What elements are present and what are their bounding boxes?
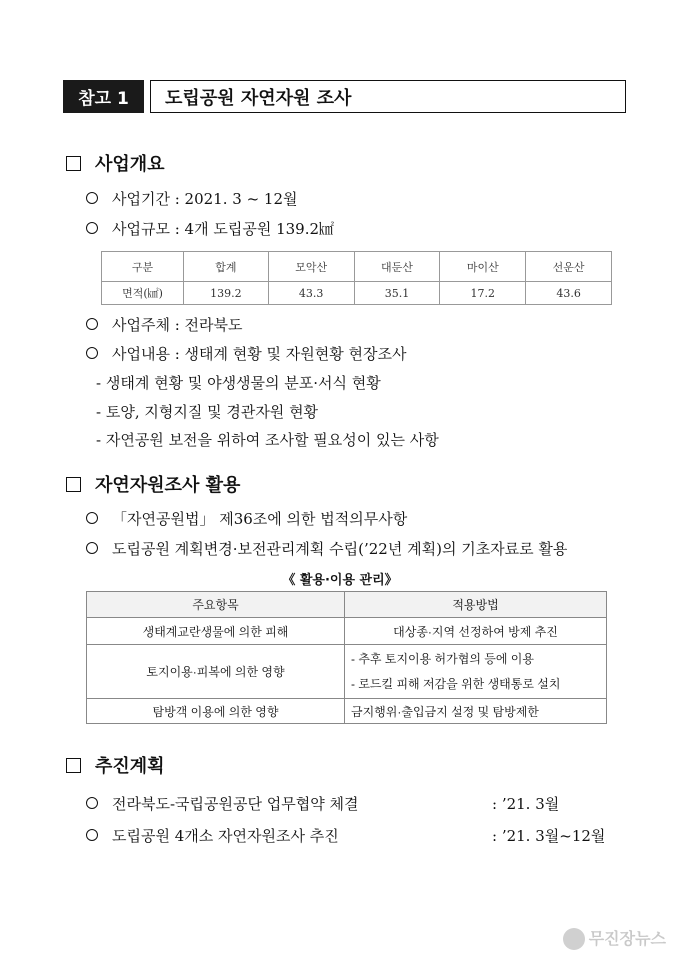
- table-header-cell: 마이산: [440, 252, 526, 282]
- circle-bullet-icon: [86, 222, 98, 234]
- table-cell: 탐방객 이용에 의한 영향: [87, 699, 345, 724]
- bullet-owner: 사업주체 : 전라북도: [86, 314, 243, 335]
- checkbox-square-icon: [66, 758, 81, 773]
- schedule-date: : ’21. 3월~12월: [492, 827, 606, 845]
- circle-bullet-icon: [86, 512, 98, 524]
- method-line: - 로드킬 피해 저감을 위한 생태통로 설치: [351, 676, 561, 691]
- checkbox-square-icon: [66, 156, 81, 171]
- table-header-cell: 대둔산: [354, 252, 440, 282]
- area-table: [101, 251, 612, 305]
- section-heading-overview: [66, 150, 165, 176]
- checkbox-square-icon: [66, 477, 81, 492]
- circle-bullet-icon: [86, 192, 98, 204]
- circle-bullet-icon: [86, 797, 98, 809]
- table-cell: 17.2: [440, 282, 526, 305]
- sub-item: - 자연공원 보전을 위하여 조사할 필요성이 있는 사항: [96, 431, 439, 449]
- circle-bullet-icon: [86, 347, 98, 359]
- table-cell: 대상종·지역 선정하여 방제 추진: [345, 618, 607, 645]
- table-cell: 면적(㎢): [102, 282, 184, 305]
- schedule-date: : ’21. 3월: [492, 795, 560, 813]
- table-cell: 139.2: [184, 282, 269, 305]
- section-heading-text: 사업개요: [95, 154, 165, 175]
- table-header-cell: 적용방법: [345, 592, 607, 618]
- table-header-cell: 주요항목: [87, 592, 345, 618]
- bullet-content: 사업내용 : 생태계 현황 및 자원현황 현장조사: [86, 343, 406, 364]
- sub-item: - 생태계 현황 및 야생생물의 분포·서식 현황: [96, 374, 381, 392]
- table-cell: 금지행위·출입금지 설정 및 탐방제한: [345, 699, 607, 724]
- table-cell: 35.1: [354, 282, 440, 305]
- bullet-legal: 「자연공원법」 제36조에 의한 법적의무사항: [86, 508, 407, 529]
- table-cell: 토지이용·피복에 의한 영향: [87, 645, 345, 699]
- table-cell: 생태계교란생물에 의한 피해: [87, 618, 345, 645]
- section-heading-text: 자연자원조사 활용: [95, 475, 241, 496]
- section-heading-plan: [66, 752, 165, 778]
- table-cell: 43.6: [526, 282, 612, 305]
- watermark: 무진장뉴스: [563, 926, 666, 951]
- usage-table: [86, 591, 607, 724]
- page-title: 도립공원 자연자원 조사: [150, 80, 626, 113]
- section-heading-text: 추진계획: [95, 756, 165, 777]
- circle-bullet-icon: [86, 542, 98, 554]
- bullet-survey: 도립공원 4개소 자연자원조사 추진: [86, 825, 339, 846]
- section-heading-usage: [66, 471, 240, 497]
- bullet-period: 사업기간 : 2021. 3 ~ 12월: [86, 188, 298, 209]
- table-cell: 43.3: [268, 282, 354, 305]
- table-cell: [345, 645, 607, 699]
- bullet-agreement: 전라북도-국립공원공단 업무협약 체결: [86, 793, 358, 814]
- watermark-logo-icon: [563, 928, 585, 950]
- table-header-cell: 합계: [184, 252, 269, 282]
- bullet-scale: 사업규모 : 4개 도립공원 139.2㎢: [86, 218, 334, 239]
- table-header-cell: 구분: [102, 252, 184, 282]
- method-line: - 추후 토지이용 허가협의 등에 이용: [351, 651, 534, 666]
- table-header-cell: 모악산: [268, 252, 354, 282]
- table-caption: 《 활용·이용 관리》: [282, 573, 398, 588]
- table-header-cell: 선운산: [526, 252, 612, 282]
- sub-item: - 토양, 지형지질 및 경관자원 현황: [96, 403, 319, 421]
- circle-bullet-icon: [86, 318, 98, 330]
- circle-bullet-icon: [86, 829, 98, 841]
- reference-tag: 참고 1: [63, 80, 144, 113]
- bullet-plan: 도립공원 계획변경·보전관리계획 수립(’22년 계획)의 기초자료로 활용: [86, 538, 567, 559]
